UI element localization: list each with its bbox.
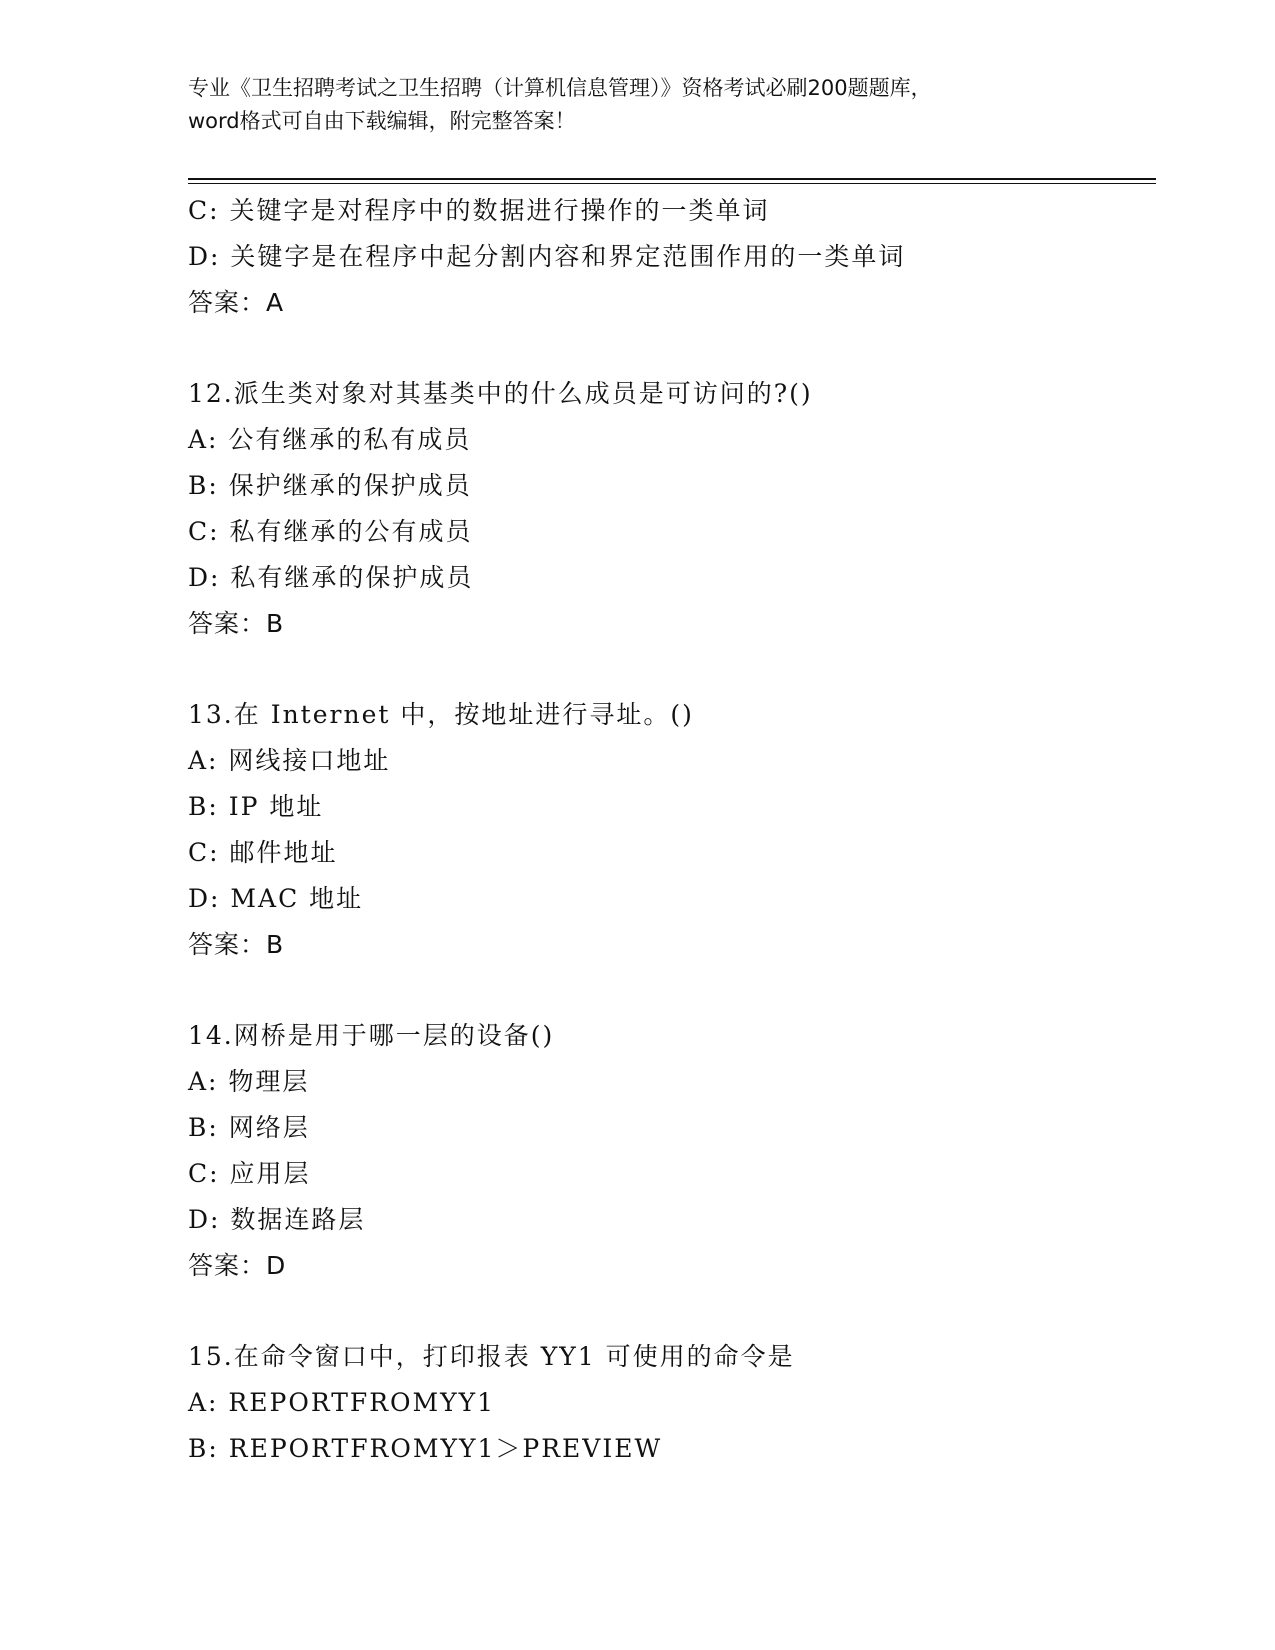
option-b: B: REPORTFROMYY1＞PREVIEW — [188, 1434, 663, 1463]
question-stem: 13.在 Internet 中，按地址进行寻址。() — [188, 700, 694, 729]
option-a: A: REPORTFROMYY1 — [188, 1388, 496, 1417]
header-rule-thick — [188, 178, 1156, 180]
answer: 答案：D — [188, 1251, 287, 1280]
answer: 答案：B — [188, 930, 285, 959]
option-a: A: 网线接口地址 — [188, 746, 391, 775]
header-line-2: word格式可自由下载编辑，附完整答案！ — [188, 109, 576, 133]
option-c: C: 关键字是对程序中的数据进行操作的一类单词 — [188, 196, 770, 225]
question-15 — [188, 1334, 1148, 1472]
answer: 答案：A — [188, 288, 285, 317]
question-stem: 14.网桥是用于哪一层的设备() — [188, 1021, 555, 1050]
spacer — [188, 1289, 1148, 1334]
option-d: D: 关键字是在程序中起分割内容和界定范围作用的一类单词 — [188, 242, 906, 271]
spacer — [188, 647, 1148, 692]
answer: 答案：B — [188, 609, 285, 638]
option-a: A: 公有继承的私有成员 — [188, 425, 472, 454]
option-b: B: IP 地址 — [188, 792, 324, 821]
question-stem: 12.派生类对象对其基类中的什么成员是可访问的?() — [188, 379, 813, 408]
option-d: D: MAC 地址 — [188, 884, 364, 913]
question-stem: 15.在命令窗口中，打印报表 YY1 可使用的命令是 — [188, 1342, 795, 1371]
header-rule-thin — [188, 183, 1156, 184]
option-c: C: 邮件地址 — [188, 838, 338, 867]
option-b: B: 保护继承的保护成员 — [188, 471, 472, 500]
document-header — [188, 72, 1088, 138]
spacer — [188, 326, 1148, 371]
header-line-1: 专业《卫生招聘考试之卫生招聘（计算机信息管理）》资格考试必刷200题题库， — [188, 76, 932, 100]
option-c: C: 私有继承的公有成员 — [188, 517, 473, 546]
question-content — [188, 188, 1148, 1472]
option-c: C: 应用层 — [188, 1159, 311, 1188]
question-12 — [188, 371, 1148, 647]
question-13 — [188, 692, 1148, 968]
option-d: D: 数据连路层 — [188, 1205, 366, 1234]
spacer — [188, 968, 1148, 1013]
question-11-continued — [188, 188, 1148, 326]
option-a: A: 物理层 — [188, 1067, 310, 1096]
option-d: D: 私有继承的保护成员 — [188, 563, 474, 592]
option-b: B: 网络层 — [188, 1113, 310, 1142]
question-14 — [188, 1013, 1148, 1289]
